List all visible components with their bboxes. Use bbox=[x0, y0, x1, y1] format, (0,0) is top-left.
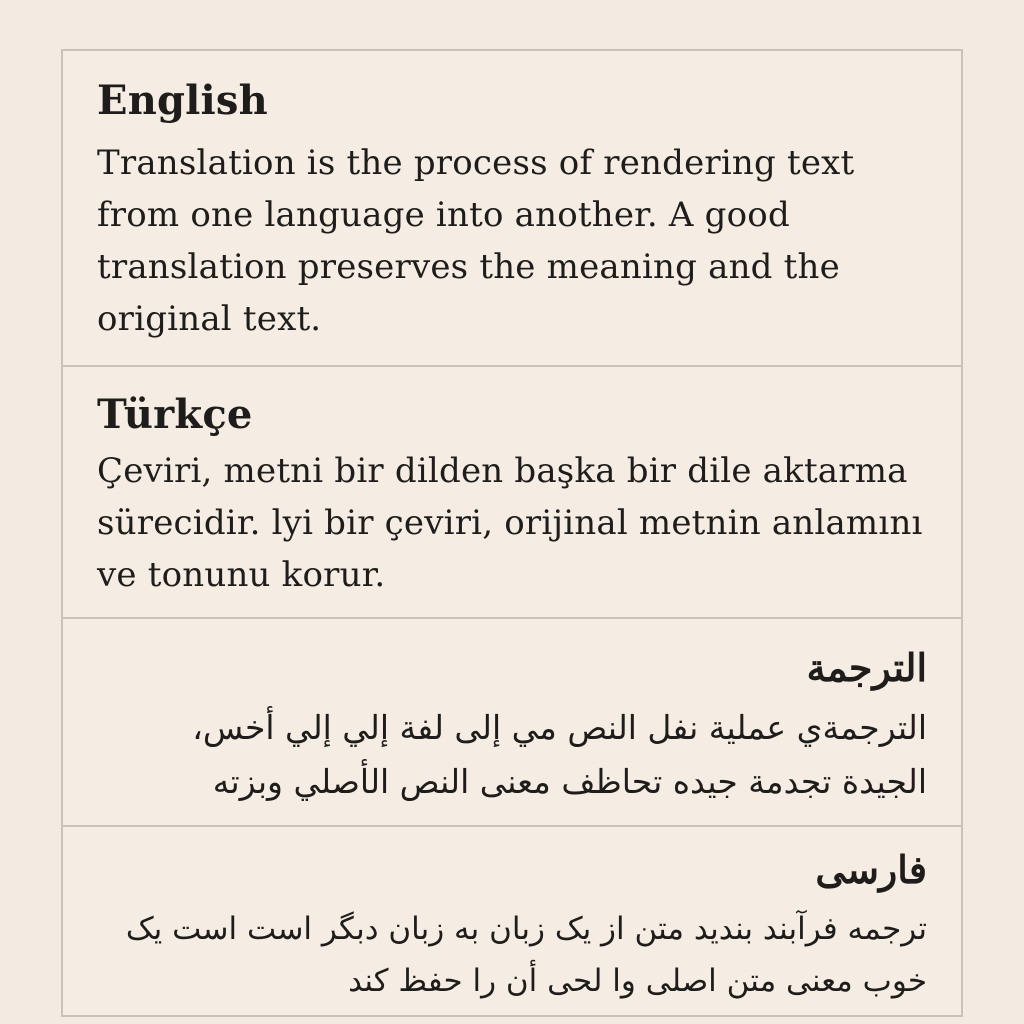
section-turkish bbox=[63, 367, 961, 619]
arabic-paragraph: الترجمةي عملية نفل النص مي إلى لفة إلي إلي أخس، الجيدة تجدمة جيده تحاظف معنى النص الأصلي وبزته bbox=[192, 708, 927, 801]
turkish-paragraph: Çeviri, metni bir dilden başka bir dile aktarma sürecidir. lyi bir çeviri, orijinal metnin anlamını ve tonunu korur. bbox=[97, 451, 923, 595]
section-persian bbox=[63, 827, 961, 1017]
persian-paragraph: ترجمه فرآبند بندید متن از یک زبان به زبان دبگر است است یک خوب معنی متن اصلی وا لحی أن را حفظ کند bbox=[125, 911, 927, 999]
english-paragraph: Translation is the process of rendering text from one language into another. A good translation preserves the meaning and the original text. bbox=[97, 143, 855, 339]
persian-heading: فارسی bbox=[815, 847, 927, 892]
section-arabic bbox=[63, 619, 961, 827]
english-heading: English bbox=[97, 77, 268, 124]
turkish-heading: Türkçe bbox=[97, 391, 253, 438]
translation-card bbox=[61, 49, 963, 1017]
arabic-heading: الترجمة bbox=[806, 645, 927, 690]
section-english bbox=[63, 51, 961, 367]
